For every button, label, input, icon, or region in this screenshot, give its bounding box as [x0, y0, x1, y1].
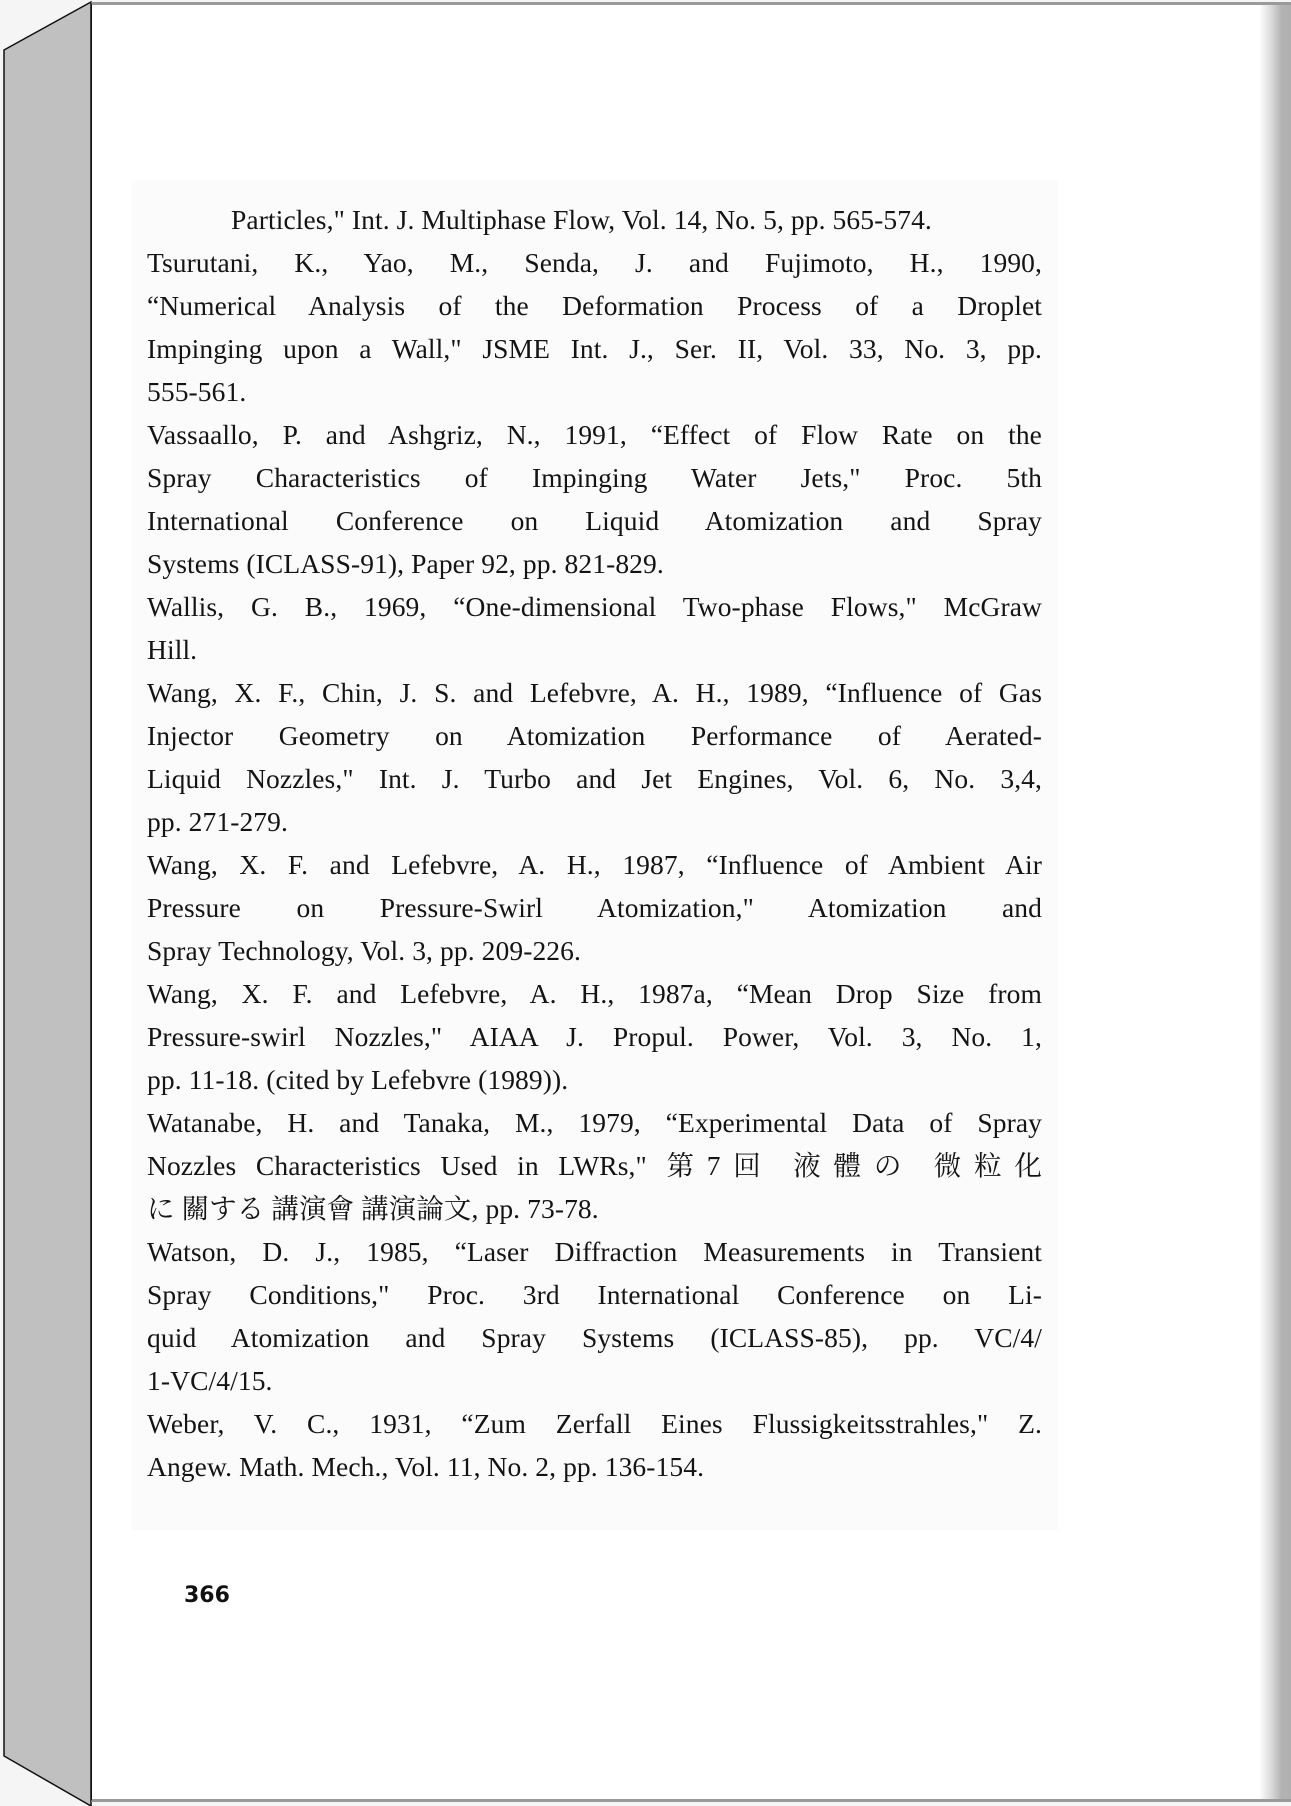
reference-line: 555-561. — [147, 376, 247, 407]
reference-line: Injector Geometry on Atomization Performance of Aerated- — [147, 720, 1042, 751]
reference-entry — [147, 1230, 1042, 1402]
reference-line: に 關する 講演會 講演論文, pp. 73-78. — [147, 1193, 599, 1224]
reference-line: pp. 11-18. (cited by Lefebvre (1989)). — [147, 1064, 569, 1095]
reference-line: Watson, D. J., 1985, “Laser Diffraction Measurements in Transient — [147, 1236, 1042, 1267]
reference-line: Wang, X. F. and Lefebvre, A. H., 1987, “Influence of Ambient Air — [147, 849, 1042, 880]
reference-entry — [147, 972, 1042, 1101]
reference-entry — [147, 198, 1042, 241]
reference-list — [147, 198, 1042, 1488]
reference-entry — [147, 843, 1042, 972]
reference-entry — [147, 671, 1042, 843]
reference-line: Wang, X. F., Chin, J. S. and Lefebvre, A. H., 1989, “Influence of Gas — [147, 677, 1042, 708]
reference-line: Wallis, G. B., 1969, “One-dimensional Two-phase Flows," McGraw — [147, 591, 1042, 622]
reference-line: Spray Conditions," Proc. 3rd International Conference on Li- — [147, 1279, 1042, 1310]
reference-line: Pressure-swirl Nozzles," AIAA J. Propul. Power, Vol. 3, No. 1, — [147, 1021, 1042, 1052]
reference-line: International Conference on Liquid Atomization and Spray — [147, 505, 1042, 536]
reference-line: Impinging upon a Wall," JSME Int. J., Ser. II, Vol. 33, No. 3, pp. — [147, 333, 1042, 364]
reference-line: Weber, V. C., 1931, “Zum Zerfall Eines Flussigkeitsstrahles," Z. — [147, 1408, 1042, 1439]
reference-entry — [147, 1402, 1042, 1488]
page-number: 366 — [184, 1583, 230, 1608]
reference-line: Spray Characteristics of Impinging Water Jets," Proc. 5th — [147, 462, 1042, 493]
reference-line: pp. 271-279. — [147, 806, 288, 837]
reference-line: “Numerical Analysis of the Deformation Process of a Droplet — [147, 290, 1042, 321]
reference-line: Systems (ICLASS-91), Paper 92, pp. 821-829. — [147, 548, 664, 579]
book-spine — [0, 0, 92, 1806]
reference-entry — [147, 413, 1042, 585]
page-edge-shadow — [1259, 5, 1291, 1799]
reference-entry — [147, 1101, 1042, 1230]
reference-entry — [147, 241, 1042, 413]
reference-line: quid Atomization and Spray Systems (ICLASS-85), pp. VC/4/ — [147, 1322, 1042, 1353]
reference-line: Hill. — [147, 634, 198, 665]
reference-line: Liquid Nozzles," Int. J. Turbo and Jet Engines, Vol. 6, No. 3,4, — [147, 763, 1042, 794]
reference-line: 1-VC/4/15. — [147, 1365, 273, 1396]
reference-line: Vassaallo, P. and Ashgriz, N., 1991, “Effect of Flow Rate on the — [147, 419, 1042, 450]
reference-line: Angew. Math. Mech., Vol. 11, No. 2, pp. 136-154. — [147, 1451, 705, 1482]
reference-line: Particles," Int. J. Multiphase Flow, Vol. 14, No. 5, pp. 565-574. — [231, 204, 932, 235]
reference-line: Nozzles Characteristics Used in LWRs," 第7回 液體の 微粒化 — [147, 1150, 1042, 1181]
reference-line: Spray Technology, Vol. 3, pp. 209-226. — [147, 935, 581, 966]
reference-line: Pressure on Pressure-Swirl Atomization," Atomization and — [147, 892, 1042, 923]
reference-entry — [147, 585, 1042, 671]
reference-line: Wang, X. F. and Lefebvre, A. H., 1987a, “Mean Drop Size from — [147, 978, 1042, 1009]
reference-line: Watanabe, H. and Tanaka, M., 1979, “Experimental Data of Spray — [147, 1107, 1042, 1138]
reference-line: Tsurutani, K., Yao, M., Senda, J. and Fujimoto, H., 1990, — [147, 247, 1042, 278]
